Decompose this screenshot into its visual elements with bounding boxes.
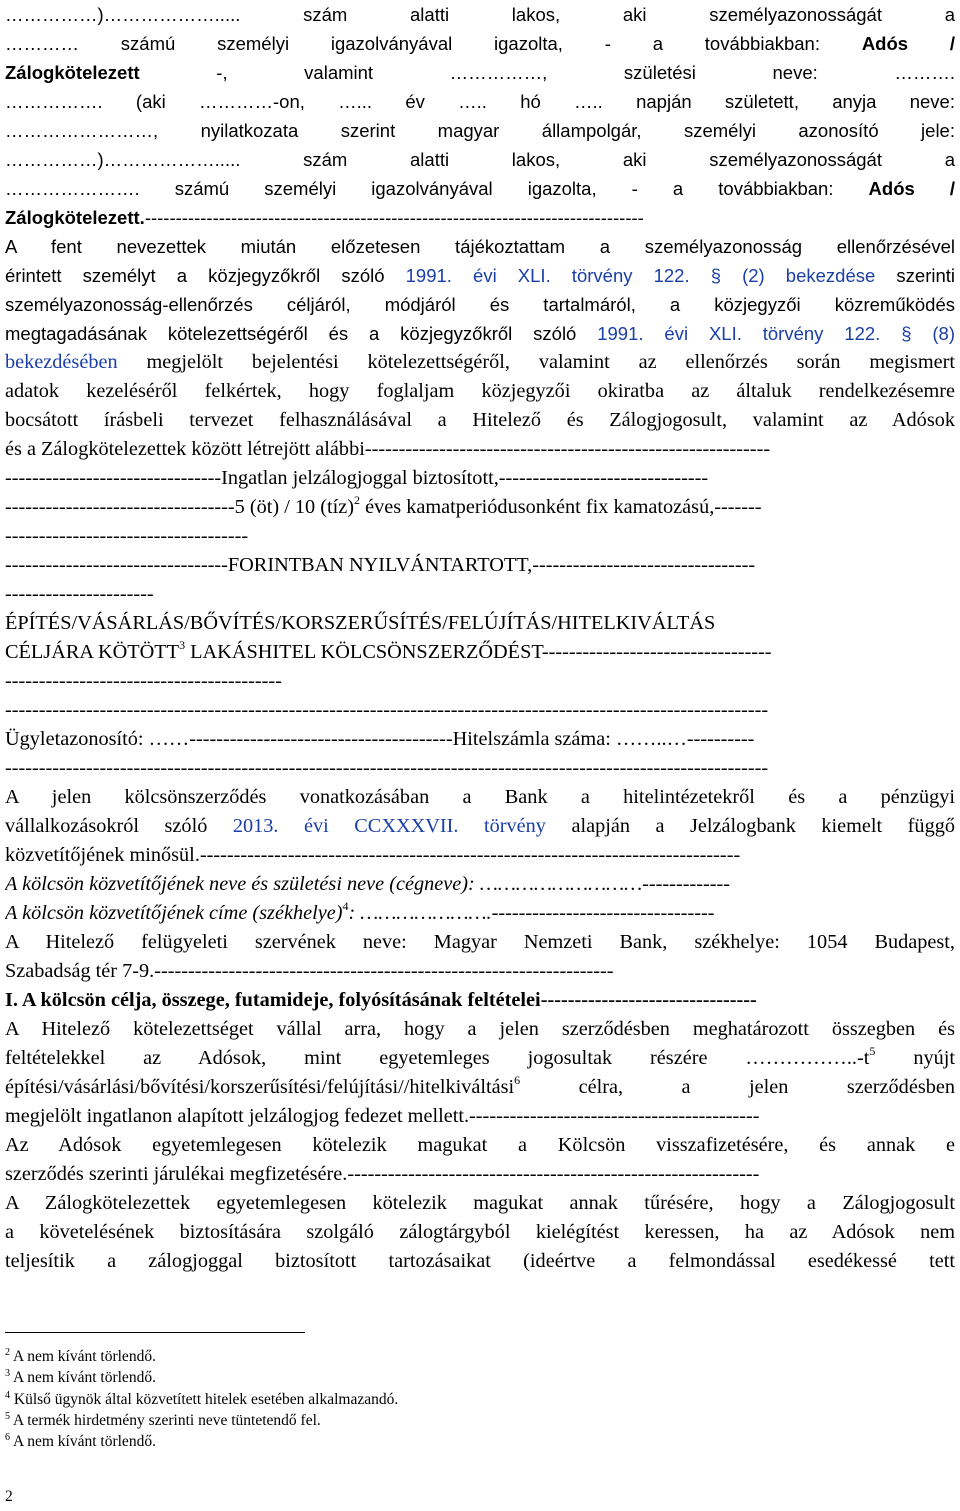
body-line (5, 377, 955, 406)
body-line (5, 1131, 955, 1160)
text: ------------------------------------ (5, 525, 249, 547)
text: bocsátott írásbeli tervezet felhasználásával a Hitelező és Zálogjogosult, valamint az Adósok (5, 409, 955, 431)
body-line (5, 1189, 955, 1218)
text: ----------------------------------5 (öt) / 10 (tíz) (5, 496, 355, 518)
law-reference-link[interactable]: 1991. évi XLI. törvény 122. § (2) bekezdése (405, 265, 876, 286)
text: ---------------------------------FORINTBAN NYILVÁNTARTOTT,--------------------------------- (5, 554, 756, 576)
body-line (5, 609, 955, 638)
body-line (5, 1247, 955, 1276)
text: Az Adósok egyetemlegesen kötelezik magukat a Kölcsön visszafizetésére, és annak e (5, 1134, 955, 1156)
text: feltételekkel az Adósok, mint egyetemleges jogosultak részére ……………..-t (5, 1047, 870, 1069)
footnote-text: A termék hirdetmény szerinti neve tüntetendő fel. (10, 1411, 321, 1429)
footnote (5, 1431, 398, 1452)
text: --------------------------------------------------------------------------------- (144, 207, 644, 228)
footnote-text: A nem kívánt törlendő. (10, 1433, 156, 1451)
body-line (5, 406, 955, 435)
text: A kölcsön közvetítőjének címe (székhelye) (5, 902, 343, 924)
body-line (5, 58, 955, 87)
text: ------------- (642, 873, 730, 895)
text: ----------------------------------------------------------------------------------------------------------------- (5, 699, 769, 721)
text: ……………. (aki …………-on, …... év ….. hó ….. napján született, anyja neve: (5, 91, 955, 112)
footnote-number: 2 (5, 1347, 10, 1358)
text: Ügyletazonosító: ……---------------------------------------Hitelszámla száma: ……..…---------- (5, 728, 755, 750)
text: vállalkozásokról szóló (5, 815, 208, 837)
text: Adós / (868, 178, 955, 199)
footnote-number: 4 (5, 1389, 10, 1401)
footnote (5, 1410, 398, 1431)
text: ………… számú személyi igazolványával igazolta, - a továbbiakban: (5, 33, 820, 54)
text: Zálogkötelezett. (5, 207, 145, 228)
body-line (5, 522, 955, 551)
text: megjelölt bejelentési kötelezettségéről, valamint az ellenőrzés során megismert (146, 351, 955, 373)
body-line (5, 667, 955, 696)
text: érintett személyt a közjegyzőkről szóló (5, 265, 385, 286)
footnote-separator (5, 1332, 305, 1333)
text: A Zálogkötelezettek egyetemlegesen kötelezik magukat annak tűrésére, hogy a Zálogjogosult (5, 1192, 955, 1214)
text: --------------------------------- (491, 902, 715, 924)
text: …………………. számú személyi igazolványával igazolta, - a továbbiakban: (5, 178, 834, 199)
body-line (5, 0, 955, 29)
body-line (5, 1218, 955, 1247)
text: A kölcsön közvetítőjének neve és születési neve (cégneve): ……………………… (5, 873, 643, 895)
footnote (5, 1346, 398, 1367)
body-line (5, 870, 955, 899)
footnote (5, 1367, 398, 1388)
body-line (5, 1102, 955, 1131)
body-line (5, 580, 955, 609)
body-line (5, 1044, 955, 1073)
text: közvetítőjének minősül.-------------------------------------------------------------------------------- (5, 844, 741, 866)
body-line (5, 232, 955, 261)
footnote-text: A nem kívánt törlendő. (10, 1369, 156, 1387)
law-reference-link[interactable]: bekezdésében (5, 351, 118, 373)
text: A Hitelező felügyeleti szervének neve: Magyar Nemzeti Bank, székhelye: 1054 Budapest, (5, 931, 955, 953)
body-line (5, 1073, 955, 1102)
body-line (5, 29, 955, 58)
body-line (5, 87, 955, 116)
text: A Hitelező kötelezettséget vállal arra, hogy a jelen szerződésben meghatározott összegben és (5, 1018, 955, 1040)
footnote-ref[interactable]: 5 (869, 1044, 876, 1058)
text: ……………)………………..... szám alatti lakos, aki személyazonosságát a (5, 4, 955, 25)
text: építési/vásárlási/bővítési/korszerűsítési/felújítási//hitelkiváltási (5, 1076, 515, 1098)
text: szerződés szerinti járulékai megfizetésére.------------------------------------------------------------- (5, 1163, 760, 1185)
body-line (5, 812, 955, 841)
body-line (5, 551, 955, 580)
section-heading (5, 986, 955, 1015)
body-line (5, 348, 955, 377)
text: ……………)………………..... szám alatti lakos, aki személyazonosságát a (5, 149, 955, 170)
body-line (5, 754, 955, 783)
footnote-text: A nem kívánt törlendő. (10, 1348, 156, 1365)
text: megtagadásának kötelezettségéről és a közjegyzőkről szóló (5, 323, 577, 344)
text: A jelen kölcsönszerződés vonatkozásában a Bank a hitelintézetekről és a pénzügyi (5, 786, 955, 808)
text: a követelésének biztosítására szolgáló zálogtárgyból kielégítést keressen, ha az Adósok nem (5, 1221, 955, 1243)
text: adatok kezeléséről felkértek, hogy foglaljam közjegyzői okiratba az általuk rendelkezésemre (5, 380, 955, 402)
footnote-ref[interactable]: 2 (354, 493, 361, 507)
law-reference-link[interactable]: 1991. évi XLI. törvény 122. § (8) (597, 323, 955, 344)
text: teljesítik a zálogjoggal biztosított tartozásaikat (ideértve a felmondással esedékessé tett (5, 1250, 955, 1272)
body-line (5, 174, 955, 203)
body-line (5, 290, 955, 319)
footnote-text: Külső ügynök által közvetített hitelek esetében alkalmazandó. (10, 1390, 399, 1408)
text: Szabadság tér 7-9.-------------------------------------------------------------------- (5, 960, 614, 982)
text: : …………………. (348, 902, 492, 924)
body-line (5, 696, 955, 725)
text: ----------------------------------------------------------------------------------------------------------------- (5, 757, 769, 779)
body-line (5, 435, 955, 464)
text: Zálogkötelezett (5, 62, 140, 83)
text: I. A kölcsön célja, összege, futamideje, folyósításának feltételei (5, 989, 541, 1011)
body-line (5, 493, 955, 522)
footnote-ref[interactable]: 4 (342, 899, 349, 913)
body-line (5, 116, 955, 145)
text: ……………………, nyilatkozata szerint magyar állampolgár, személyi azonosító jele: (5, 120, 955, 141)
contract-body (5, 0, 955, 1276)
body-line (5, 841, 955, 870)
footnote-ref[interactable]: 3 (179, 638, 186, 652)
body-line (5, 261, 955, 290)
body-line (5, 145, 955, 174)
text: LAKÁSHITEL KÖLCSÖNSZERZŐDÉST---------------------------------- (185, 641, 772, 663)
text: --------------------------------Ingatlan jelzálogjoggal biztosított,------------------------------- (5, 467, 709, 489)
body-line (5, 203, 955, 232)
text: CÉLJÁRA KÖTÖTT (5, 641, 180, 663)
text: nyújt (875, 1047, 955, 1069)
body-line (5, 638, 955, 667)
body-line (5, 1160, 955, 1189)
text: célra, a jelen szerződésben (520, 1076, 955, 1098)
text: szerinti (896, 265, 955, 286)
page-number: 2 (5, 1488, 13, 1505)
footnote (5, 1389, 398, 1410)
body-line (5, 899, 955, 928)
footnote-number: 3 (5, 1368, 10, 1380)
footnote-ref[interactable]: 6 (514, 1073, 521, 1087)
law-reference-link[interactable]: 2013. évi CCXXXVII. törvény (232, 815, 546, 837)
text: ÉPÍTÉS/VÁSÁRLÁS/BŐVÍTÉS/KORSZERŰSÍTÉS/FELÚJÍTÁS/HITELKIVÁLTÁS (5, 612, 716, 634)
text: A fent nevezettek miután előzetesen tájékoztattam a személyazonosság ellenőrzésével (5, 236, 955, 257)
body-line (5, 1015, 955, 1044)
body-line (5, 957, 955, 986)
footnote-number: 5 (5, 1410, 10, 1422)
text: Adós / (861, 33, 955, 54)
text: éves kamatperiódusonként fix kamatozású,------- (360, 496, 762, 518)
text: megjelölt ingatlanon alapított jelzálogjog fedezet mellett.------------------------------------------- (5, 1105, 760, 1127)
text: -------------------------------- (540, 989, 757, 1011)
body-line (5, 319, 955, 348)
text: alapján a Jelzálogbank kiemelt függő (571, 815, 955, 837)
text: és a Zálogkötelezettek között létrejött alábbi------------------------------------------------------------ (5, 438, 771, 460)
body-line (5, 928, 955, 957)
text: ----------------------------------------- (5, 670, 282, 692)
body-line (5, 725, 955, 754)
text: -, valamint ……………, születési neve: ………. (216, 62, 955, 83)
text: személyazonosság-ellenőrzés céljáról, módjáról és tartalmáról, a közjegyzői közreműködés (5, 294, 955, 315)
footnote-number: 6 (5, 1432, 10, 1444)
text: ---------------------- (5, 583, 154, 605)
body-line (5, 464, 955, 493)
body-line (5, 783, 955, 812)
footnotes (5, 1346, 398, 1452)
